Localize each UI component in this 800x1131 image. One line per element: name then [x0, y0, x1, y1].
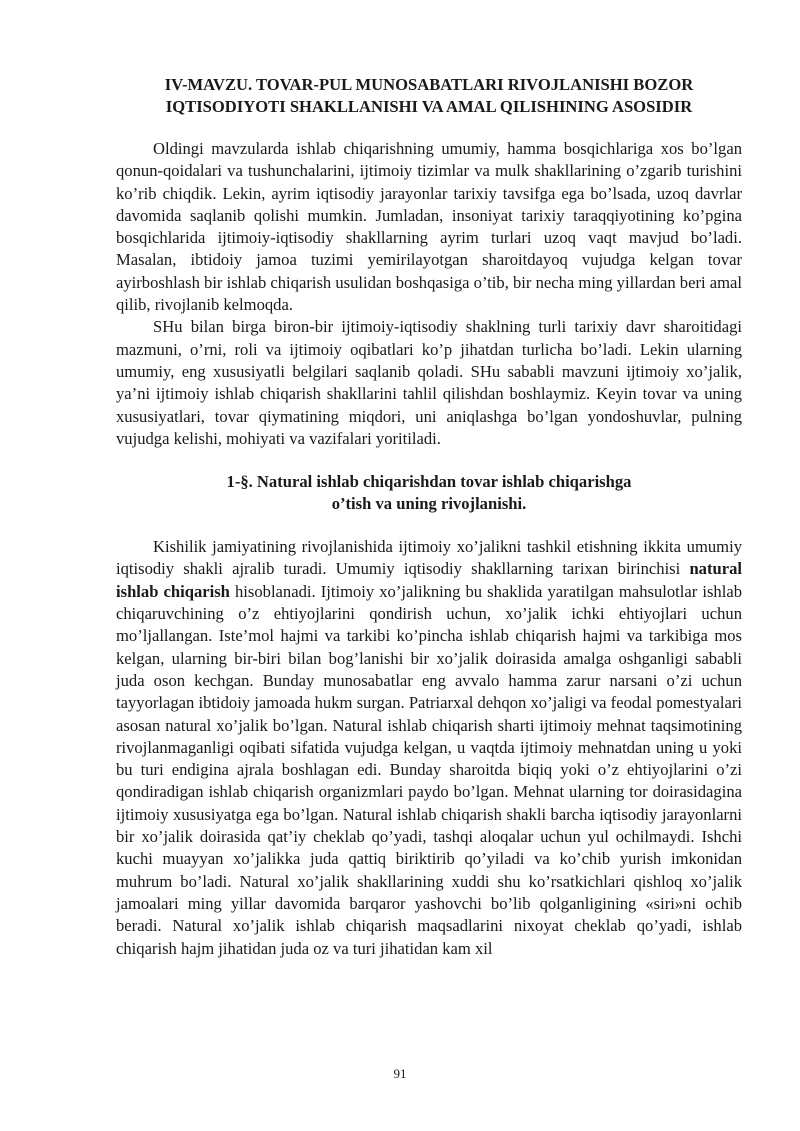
body-text-lead: Kishilik jamiyatining rivojlanishida ijtimoiy xo’jalikni tashkil etishning ikkita umumiy iqtisodiy shakli ajralib turadi. Umumiy iqtisodiy shakllarning tarixan birinchisi — [116, 537, 742, 579]
page-number: 91 — [393, 1066, 407, 1081]
chapter-title-line-2: IQTISODIYOTI SHAKLLANISHI VA AMAL QILISHINING ASOSIDIR — [165, 97, 693, 116]
section-heading-line-1: 1-§. Natural ishlab chiqarishdan tovar ishlab chiqarishga — [226, 472, 632, 492]
body-text-continuation: hisoblanadi. Ijtimoiy xo’jalikning bu shaklida yaratilgan mahsulotlar ishlab chiqaruvchining o’z ehtiyojlarini qondirish uchun, xo’jalik ichki ehtiyojlari uchun mo’ljallangan. Iste’mol hajmi va tarkibi ko’pincha ishlab chiqarish hajmi va tarkibiga mos kelgan, ularning bir-biri bilan bog’lanishi bir xo’jalik doirasida amalga oshganligi sababli juda oson kechgan. Bunday munosabatlar eng avvalo hamma zarur narsani o’zi uchun tayyorlagan ibtidoiy jamoada hukm surgan. Patriarxal dehqon xo’jaligi va feodal pomestyalari asosan natural xo’jalik bo’lgan. Natural ishlab chiqarish sharti ijtimoiy mehnat taqsimotining rivojlanmaganligi oqibati sifatida vujudga kelgan, u vaqtda ijtimoiy mehnatdan uning u yoki bu turi endigina ajrala boshlagan edi. Bunday sharoitda biqiq yoki o’z ehtiyojlarini o’zi qondiradigan ishlab chiqarish organizmlari paydo bo’lgan. Mehnat ularning tor doirasidagina ijtimoiy xususiyatga ega bo’lgan. Natural ishlab chiqarish shakli barcha iqtisodiy jarayonlarni bir xo’jalik doirasida qat’iy cheklab qo’yadi, tashqi aloqalar uchun yul ochilmaydi. Ishchi kuchi muayyan xo’jalikka juda qattiq biriktirib qo’yiladi va ko’chib yurish imkonidan muhrum bo’ladi. Natural xo’jalik shakllarining xuddi shu ko’rsatkichlari qishloq xo’jalik jamoalari ming yillar davomida barqaror yashovchi bo’lib qolganligining «siri»ni ochib beradi. Natural xo’jalik ishlab chiqarish maqsadlarini nixoyat cheklab qo’yadi, ishlab chiqarish hajm jihatidan juda oz va turi jihatidan kam xil — [116, 581, 742, 958]
key-term-natural-production: natural ishlab chiqarish — [116, 559, 742, 601]
document-page — [116, 74, 742, 960]
section-heading — [116, 471, 742, 515]
intro-paragraph-1: Oldingi mavzularda ishlab chiqarishning umumiy, hamma bosqichlariga xos bo’lgan qonun-qoidalari va tushunchalarini, ijtimoiy tizimlar va mulk shakllarining o’zgarib turishini ko’rib chiqdik. Lekin, ayrim iqtisodiy jarayonlar tarixiy tavsifga ega bo’lsada, uzoq davrlar davomida saqlanib qolishi mumkin. Jumladan, insoniyat tarixiy taraqqiyotining ko’pgina bosqichlarida ijtimoiy-iqtisodiy shakllarning ayrim turlari uzoq vaqt mavjud bo’ladi. Masalan, ibtidoiy jamoa tuzimi yemirilayotgan sharoitdayoq vujudga kelgan tovar ayirboshlash bir ishlab chiqarish usulidan boshqasiga o’tib, bir necha ming yillardan beri amal qilib, rivojlanib kelmoqda. — [116, 139, 742, 315]
intro-paragraph-2: SHu bilan birga biron-bir ijtimoiy-iqtisodiy shaklning turli tarixiy davr sharoitidagi mazmuni, o’rni, roli va ijtimoiy oqibatlari ko’p jihatdan turlicha bo’ladi. Lekin ularning umumiy, eng xususiyatli belgilari saqlanib qoladi. SHu sababli mavzuni ijtimoiy xo’jalik, ya’ni ijtimoiy ishlab chiqarish shakllarini tahlil qilishdan boshlaymiz. Keyin tovar va uning xususiyatlari, tovar qiymatining miqdori, uni aniqlashga bo’lgan yondoshuvlar, pulning vujudga kelishi, mohiyati va vazifalari yoritiladi. — [116, 317, 742, 448]
body-paragraph — [116, 536, 742, 960]
section-heading-line-2: o’tish va uning rivojlanishi. — [331, 494, 527, 514]
chapter-title-line-1: IV-MAVZU. TOVAR-PUL MUNOSABATLARI RIVOJLANISHI BOZOR — [164, 75, 694, 94]
chapter-title — [116, 74, 742, 118]
